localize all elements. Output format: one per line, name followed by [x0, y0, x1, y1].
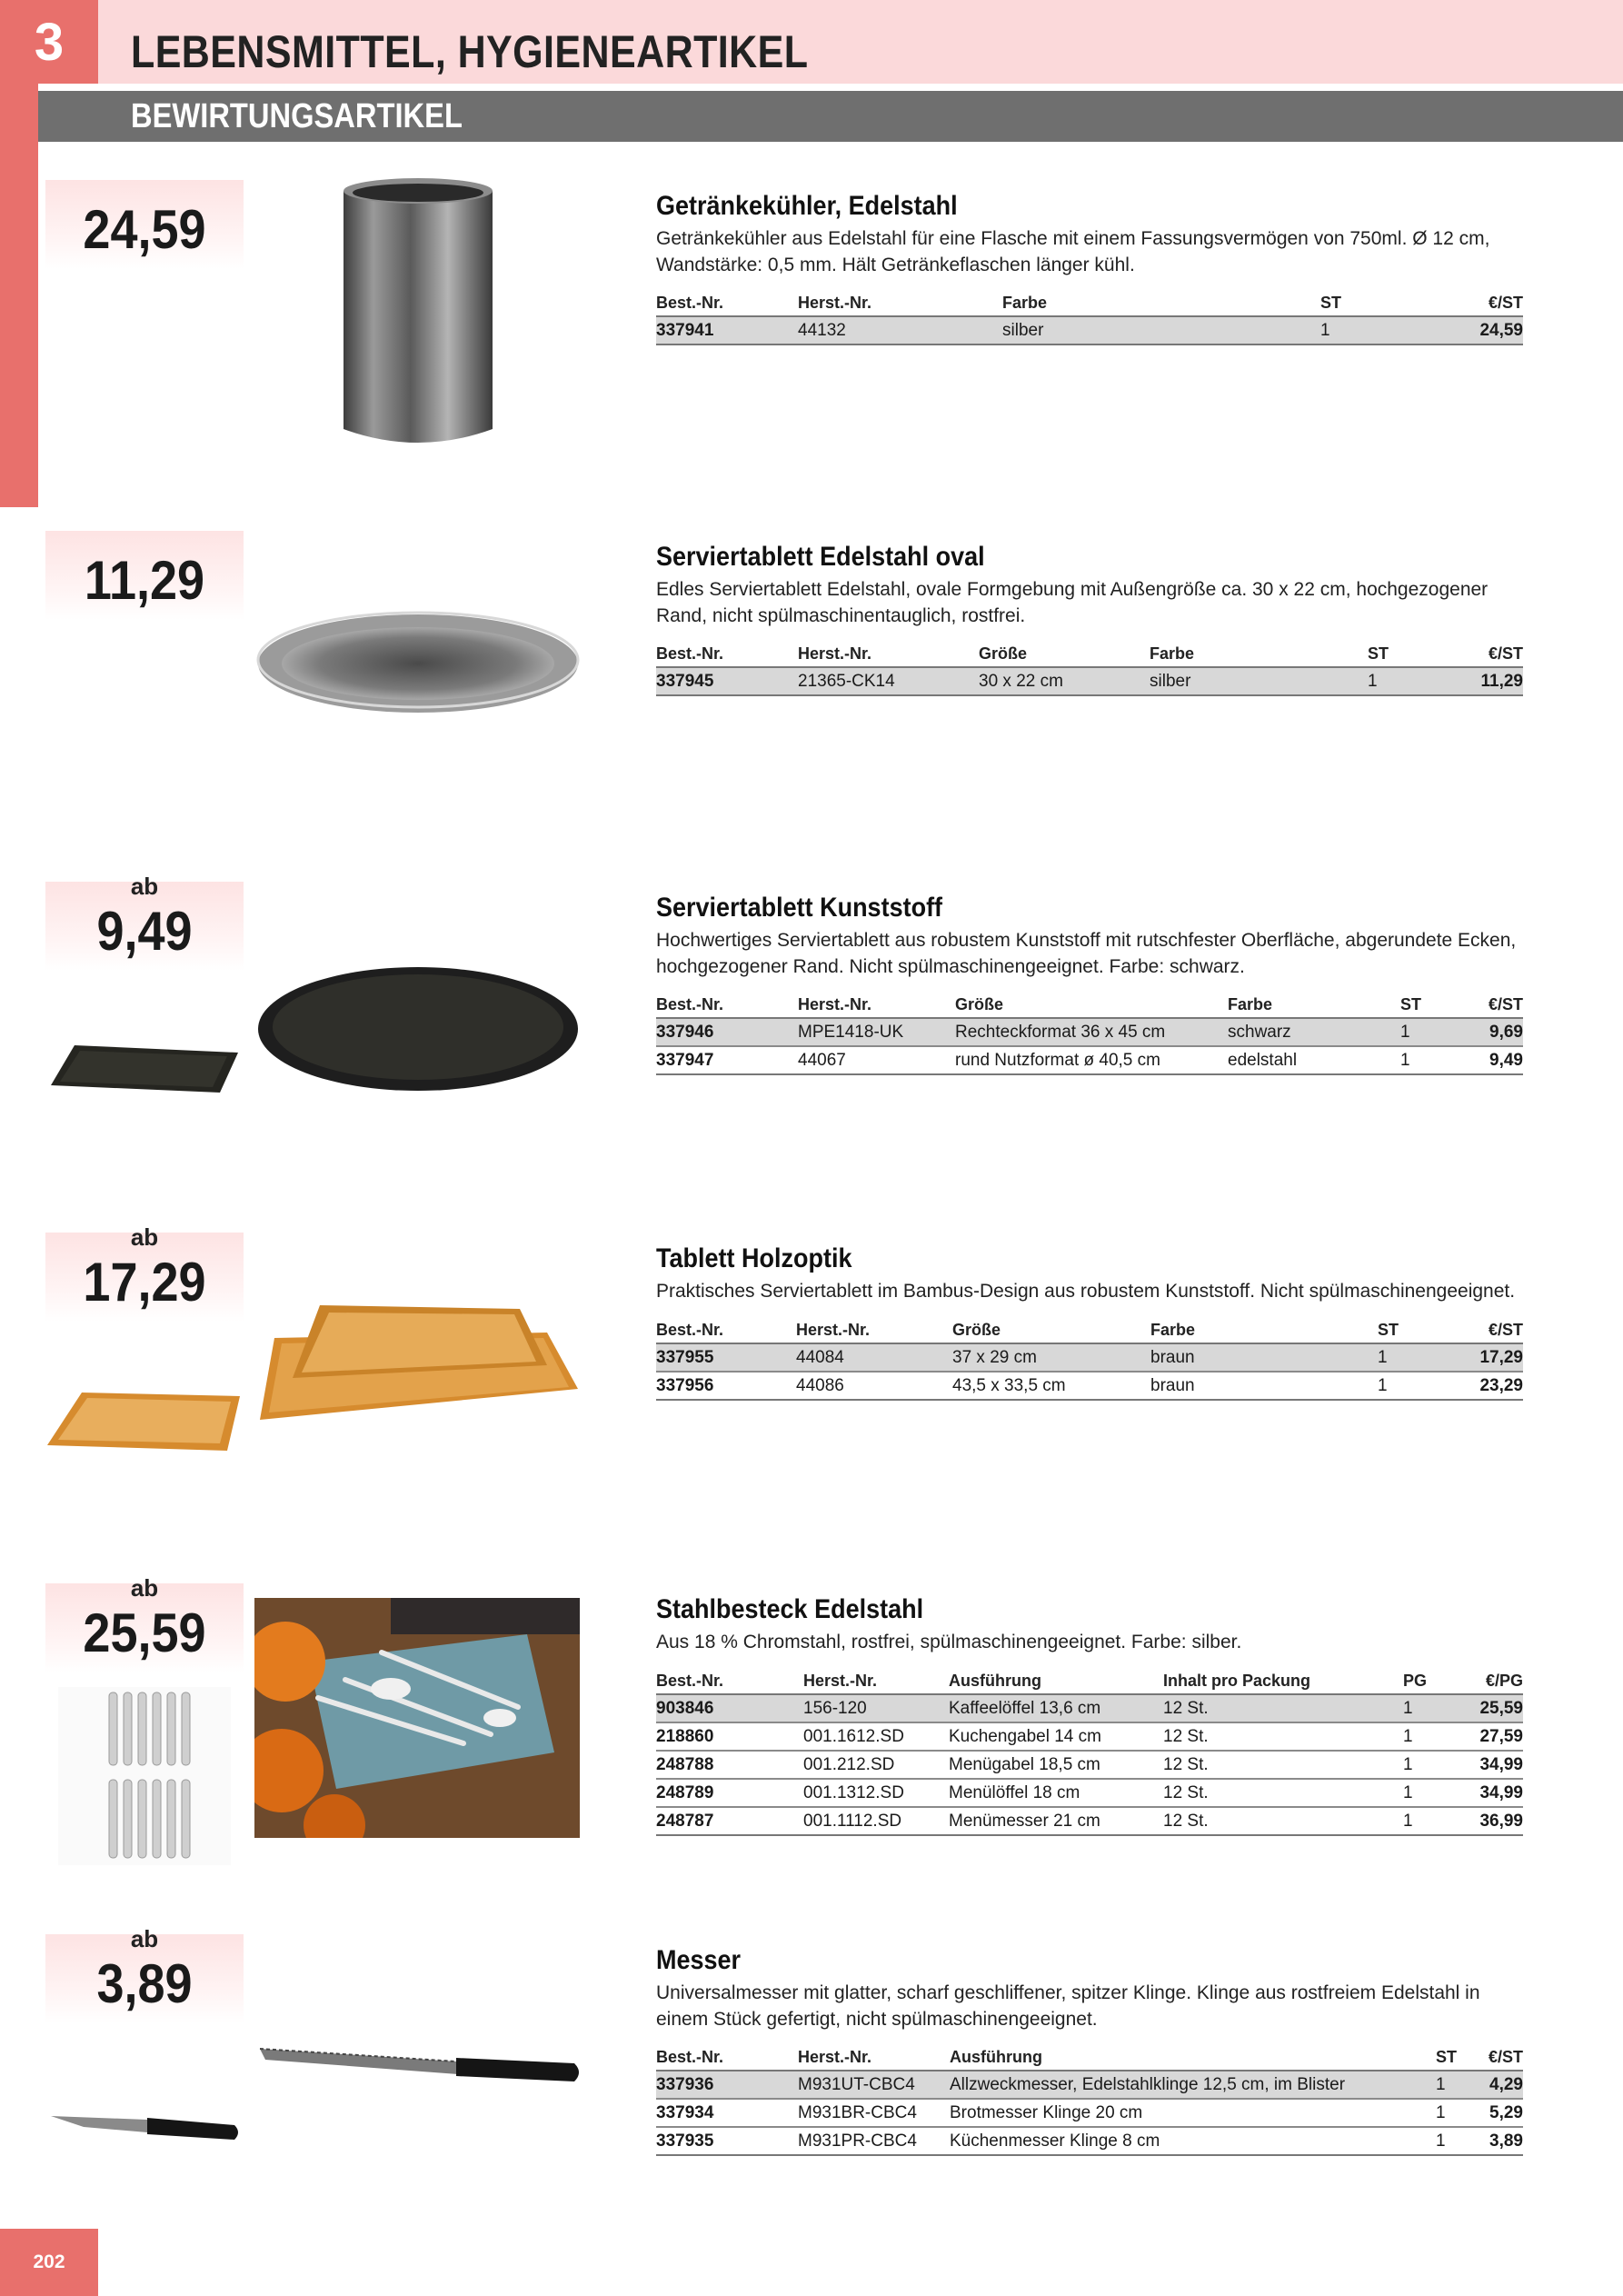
- cell: 1: [1378, 1343, 1441, 1372]
- cell: Menülöffel 18 cm: [949, 1779, 1163, 1807]
- order-number: 903846: [656, 1694, 803, 1722]
- cell: 156-120: [803, 1694, 949, 1722]
- row-price: 5,29: [1478, 2099, 1523, 2127]
- product-title: Tablett Holzoptik: [656, 1243, 852, 1273]
- cell: 44132: [798, 316, 1002, 344]
- column-header: Herst.-Nr.: [803, 1672, 878, 1690]
- order-number: 337936: [656, 2071, 798, 2099]
- product-title: Getränkekühler, Edelstahl: [656, 191, 958, 221]
- column-header: ST: [1400, 995, 1422, 1013]
- product-description: Praktisches Serviertablett im Bambus-Design aus robustem Kunststoff. Nicht spülmaschinengeeignet.: [656, 1281, 1516, 1302]
- order-number: 337956: [656, 1372, 796, 1400]
- row-price: 34,99: [1461, 1751, 1523, 1779]
- column-header: €/ST: [1488, 2048, 1523, 2066]
- table-header: [656, 1313, 1523, 1343]
- column-header: Farbe: [1228, 995, 1273, 1013]
- column-header: ST: [1436, 2048, 1458, 2066]
- product-description: Hochwertiges Serviertablett aus robustem Kunststoff mit rutschfester Oberfläche, abgerundete Ecken, hochgezogener Rand. Nicht spülmaschinengeeignet. Farbe: schwarz.: [656, 930, 1517, 977]
- column-header: Herst.-Nr.: [798, 644, 872, 663]
- table-header: [656, 987, 1523, 1018]
- column-header: Farbe: [1150, 644, 1195, 663]
- wood-trays-image: [256, 1302, 582, 1423]
- spec-table: [656, 987, 1523, 1075]
- order-number: 337945: [656, 667, 798, 695]
- column-header: Ausführung: [949, 1672, 1041, 1690]
- cell: 12 St.: [1163, 1694, 1403, 1722]
- spec-table: [656, 2040, 1523, 2156]
- spec-table: [656, 636, 1523, 696]
- price-value: 9,49: [96, 901, 193, 962]
- order-number: 337941: [656, 316, 798, 344]
- column-header: Best.-Nr.: [656, 1321, 724, 1339]
- row-price: 3,89: [1478, 2127, 1523, 2155]
- cell: 1: [1436, 2071, 1478, 2099]
- oval-steel-tray-image: [254, 611, 582, 716]
- cell: 12 St.: [1163, 1779, 1403, 1807]
- column-header: Best.-Nr.: [656, 2048, 724, 2066]
- price-prefix: ab: [130, 873, 159, 900]
- column-header: Herst.-Nr.: [798, 995, 872, 1013]
- utility-knife-image: [47, 2107, 244, 2145]
- row-price: 27,59: [1461, 1722, 1523, 1751]
- price-prefix: ab: [130, 1223, 159, 1251]
- column-header: Größe: [979, 644, 1028, 663]
- order-number: 248789: [656, 1779, 803, 1807]
- column-header: ST: [1368, 644, 1389, 663]
- price-value: 11,29: [84, 550, 205, 611]
- section-subtitle: BEWIRTUNGSARTIKEL: [131, 97, 463, 135]
- cell: 001.212.SD: [803, 1751, 949, 1779]
- order-number: 337946: [656, 1018, 798, 1046]
- row-price: 17,29: [1441, 1343, 1523, 1372]
- cell: Küchenmesser Klinge 8 cm: [950, 2127, 1436, 2155]
- order-number: 337934: [656, 2099, 798, 2127]
- column-header: Größe: [952, 1321, 1001, 1339]
- column-header: ST: [1378, 1321, 1399, 1339]
- row-price: 9,49: [1459, 1046, 1523, 1074]
- cell: 1: [1403, 1807, 1461, 1835]
- column-header: Inhalt pro Packung: [1163, 1672, 1311, 1690]
- table-row: [656, 1751, 1523, 1779]
- column-header: PG: [1403, 1672, 1428, 1690]
- cell: 44086: [796, 1372, 952, 1400]
- table-row: [656, 2099, 1523, 2127]
- order-number: 337955: [656, 1343, 796, 1372]
- rect-black-tray-image: [47, 1042, 242, 1096]
- cell: 21365-CK14: [798, 667, 979, 695]
- price-prefix: ab: [130, 1925, 159, 1952]
- column-header: Farbe: [1002, 294, 1048, 312]
- row-price: 4,29: [1478, 2071, 1523, 2099]
- column-header: Herst.-Nr.: [798, 294, 872, 312]
- cell: M931UT-CBC4: [798, 2071, 950, 2099]
- row-price: 36,99: [1461, 1807, 1523, 1835]
- column-header: ST: [1320, 294, 1342, 312]
- table-row: [656, 1046, 1523, 1074]
- cell: 1: [1400, 1018, 1459, 1046]
- cell: 1: [1403, 1751, 1461, 1779]
- cell: schwarz: [1228, 1018, 1400, 1046]
- row-price: 24,59: [1411, 316, 1523, 344]
- table-row: [656, 1694, 1523, 1722]
- cell: braun: [1150, 1343, 1378, 1372]
- column-header: Best.-Nr.: [656, 995, 724, 1013]
- product-description: Aus 18 % Chromstahl, rostfrei, spülmaschinengeeignet. Farbe: silber.: [656, 1632, 1242, 1652]
- cell: 1: [1403, 1694, 1461, 1722]
- product-title: Stahlbesteck Edelstahl: [656, 1594, 924, 1624]
- price-value: 17,29: [83, 1252, 206, 1313]
- spec-table: [656, 1663, 1523, 1836]
- cell: rund Nutzformat ø 40,5 cm: [955, 1046, 1228, 1074]
- column-header: €/ST: [1488, 995, 1523, 1013]
- cell: 1: [1378, 1372, 1441, 1400]
- chapter-number: 3: [0, 0, 98, 84]
- table-row: [656, 1807, 1523, 1835]
- cell: 1: [1403, 1779, 1461, 1807]
- order-number: 337935: [656, 2127, 798, 2155]
- cell: Rechteckformat 36 x 45 cm: [955, 1018, 1228, 1046]
- product-title: Serviertablett Kunststoff: [656, 893, 943, 923]
- cell: 1: [1320, 316, 1411, 344]
- table-row: [656, 1722, 1523, 1751]
- cell: 1: [1368, 667, 1431, 695]
- cell: 001.1312.SD: [803, 1779, 949, 1807]
- table-row: [656, 1018, 1523, 1046]
- cell: MPE1418-UK: [798, 1018, 955, 1046]
- cell: 44067: [798, 1046, 955, 1074]
- product-description: Getränkekühler aus Edelstahl für eine Flasche mit einem Fassungsvermögen von 750ml. Ø 12 cm, Wandstärke: 0,5 mm. Hält Getränkeflaschen länger kühl.: [656, 228, 1490, 275]
- page-title: LEBENSMITTEL, HYGIENEARTIKEL: [131, 26, 809, 77]
- column-header: €/PG: [1485, 1672, 1523, 1690]
- cell: 001.1612.SD: [803, 1722, 949, 1751]
- column-header: Ausführung: [950, 2048, 1042, 2066]
- bread-knife-image: [256, 2041, 583, 2091]
- table-row: [656, 1343, 1523, 1372]
- table-row: [656, 667, 1523, 695]
- cell: M931BR-CBC4: [798, 2099, 950, 2127]
- cell: braun: [1150, 1372, 1378, 1400]
- column-header: €/ST: [1488, 294, 1523, 312]
- column-header: €/ST: [1488, 1321, 1523, 1339]
- page-number: 202: [0, 2229, 98, 2296]
- cutlery-set-image: [58, 1687, 231, 1865]
- price-value: 3,89: [96, 1953, 193, 2014]
- row-price: 25,59: [1461, 1694, 1523, 1722]
- cell: 12 St.: [1163, 1722, 1403, 1751]
- cell: Menügabel 18,5 cm: [949, 1751, 1163, 1779]
- column-header: Herst.-Nr.: [798, 2048, 872, 2066]
- cell: Brotmesser Klinge 20 cm: [950, 2099, 1436, 2127]
- column-header: Best.-Nr.: [656, 1672, 724, 1690]
- column-header: Best.-Nr.: [656, 294, 724, 312]
- row-price: 11,29: [1431, 667, 1523, 695]
- order-number: 337947: [656, 1046, 798, 1074]
- cell: 44084: [796, 1343, 952, 1372]
- table-row: [656, 2127, 1523, 2155]
- column-header: Farbe: [1150, 1321, 1196, 1339]
- row-price: 9,69: [1459, 1018, 1523, 1046]
- cell: 1: [1436, 2099, 1478, 2127]
- product-title: Messer: [656, 1945, 742, 1975]
- order-number: 248787: [656, 1807, 803, 1835]
- column-header: €/ST: [1488, 644, 1523, 663]
- column-header: Best.-Nr.: [656, 644, 724, 663]
- cell: 1: [1436, 2127, 1478, 2155]
- cell: edelstahl: [1228, 1046, 1400, 1074]
- cell: 43,5 x 33,5 cm: [952, 1372, 1150, 1400]
- cell: Allzweckmesser, Edelstahlklinge 12,5 cm, im Blister: [950, 2071, 1436, 2099]
- round-black-tray-image: [256, 965, 580, 1093]
- table-row: [656, 1372, 1523, 1400]
- spec-table: [656, 1313, 1523, 1401]
- order-number: 248788: [656, 1751, 803, 1779]
- cell: 001.1112.SD: [803, 1807, 949, 1835]
- cell: 1: [1400, 1046, 1459, 1074]
- row-price: 23,29: [1441, 1372, 1523, 1400]
- product-title: Serviertablett Edelstahl oval: [656, 542, 985, 572]
- price-value: 25,59: [83, 1602, 206, 1663]
- product-description: Edles Serviertablett Edelstahl, ovale Formgebung mit Außengröße ca. 30 x 22 cm, hochgezogener Rand, nicht spülmaschinentauglich, rostfrei.: [656, 579, 1489, 626]
- price-value: 24,59: [83, 199, 206, 260]
- table-row: [656, 2071, 1523, 2099]
- cell: silber: [1150, 667, 1368, 695]
- order-number: 218860: [656, 1722, 803, 1751]
- cell: 1: [1403, 1722, 1461, 1751]
- cell: 37 x 29 cm: [952, 1343, 1150, 1372]
- table-header: [656, 636, 1523, 667]
- cutlery-table-photo: [254, 1598, 580, 1838]
- table-header: [656, 1663, 1523, 1694]
- cell: Kaffeelöffel 13,6 cm: [949, 1694, 1163, 1722]
- cell: 12 St.: [1163, 1751, 1403, 1779]
- cell: M931PR-CBC4: [798, 2127, 950, 2155]
- product-description: Universalmesser mit glatter, scharf geschliffener, spitzer Klinge. Klinge aus rostfreiem Edelstahl in einem Stück gefertigt, nicht spülmaschinengeeignet.: [656, 1982, 1480, 2030]
- table-header: [656, 2040, 1523, 2071]
- cell: Kuchengabel 14 cm: [949, 1722, 1163, 1751]
- row-price: 34,99: [1461, 1779, 1523, 1807]
- column-header: Größe: [955, 995, 1004, 1013]
- cell: 12 St.: [1163, 1807, 1403, 1835]
- cell: silber: [1002, 316, 1320, 344]
- cell: Menümesser 21 cm: [949, 1807, 1163, 1835]
- small-wood-tray-image: [45, 1389, 244, 1454]
- price-prefix: ab: [130, 1574, 159, 1602]
- column-header: Herst.-Nr.: [796, 1321, 871, 1339]
- cell: 30 x 22 cm: [979, 667, 1150, 695]
- table-row: [656, 1779, 1523, 1807]
